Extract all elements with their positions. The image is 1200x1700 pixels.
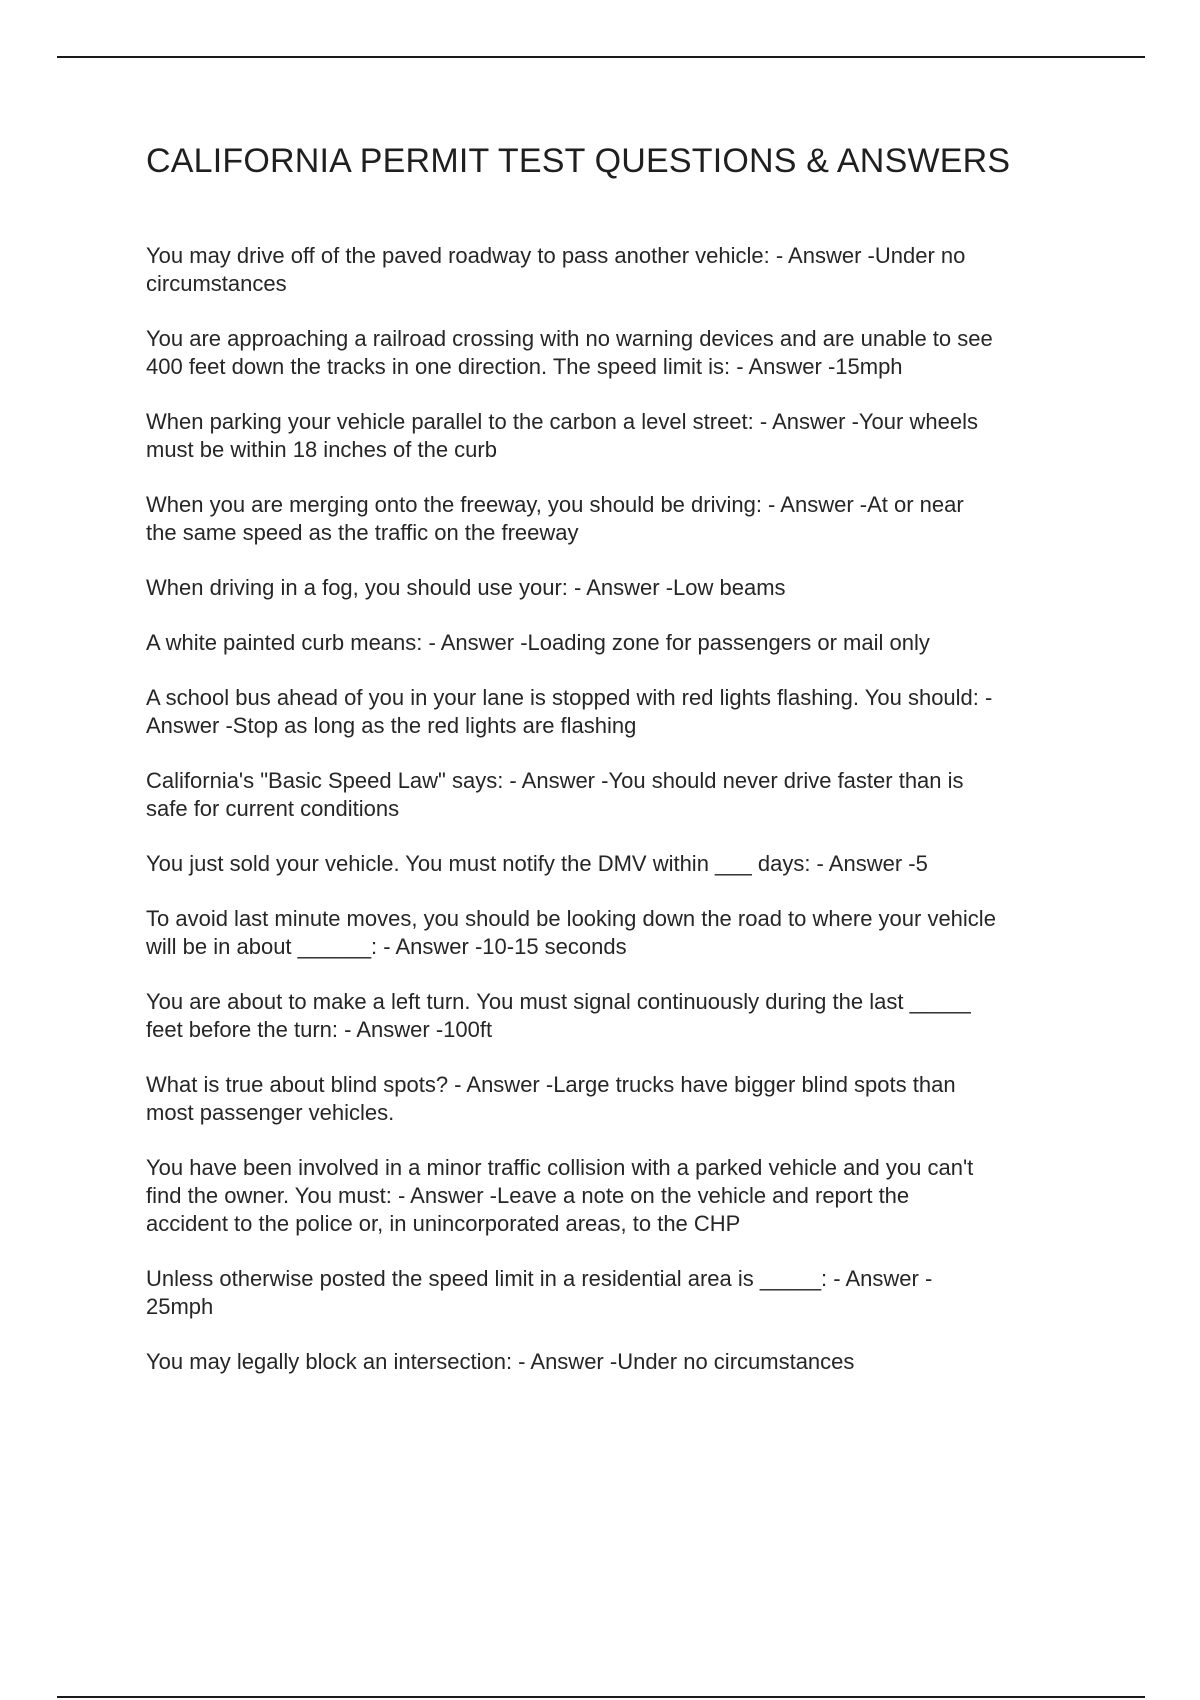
top-divider <box>57 56 1145 58</box>
qa-item: A white painted curb means: - Answer -Loading zone for passengers or mail only <box>146 630 930 655</box>
qa-item: You just sold your vehicle. You must notify the DMV within ___ days: - Answer -5 <box>146 851 928 876</box>
document-title: CALIFORNIA PERMIT TEST QUESTIONS & ANSWERS <box>146 142 1011 180</box>
qa-item: To avoid last minute moves, you should be looking down the road to where your vehicle will be in about ______: - Answer -10-15 seconds <box>146 906 996 959</box>
qa-item: You may legally block an intersection: - Answer -Under no circumstances <box>146 1349 855 1374</box>
qa-item: California's "Basic Speed Law" says: - Answer -You should never drive faster than is safe for current conditions <box>146 768 964 821</box>
qa-item: When parking your vehicle parallel to the carbon a level street: - Answer -Your wheels must be within 18 inches of the curb <box>146 409 978 462</box>
qa-item: You have been involved in a minor traffic collision with a parked vehicle and you can't find the owner. You must: - Answer -Leave a note on the vehicle and report the accident to the police or, in unincorporated areas, to the CHP <box>146 1155 974 1236</box>
qa-item: When you are merging onto the freeway, you should be driving: - Answer -At or near the same speed as the traffic on the freeway <box>146 492 964 545</box>
qa-item: A school bus ahead of you in your lane is stopped with red lights flashing. You should: - Answer -Stop as long as the red lights are flashing <box>146 685 993 738</box>
qa-item: You are approaching a railroad crossing with no warning devices and are unable to see 400 feet down the tracks in one direction. The speed limit is: - Answer -15mph <box>146 326 993 379</box>
qa-item: You are about to make a left turn. You must signal continuously during the last _____ feet before the turn: - Answer -100ft <box>146 989 971 1042</box>
qa-list <box>146 242 1091 1403</box>
qa-item: You may drive off of the paved roadway to pass another vehicle: - Answer -Under no circumstances <box>146 243 966 296</box>
qa-item: What is true about blind spots? - Answer -Large trucks have bigger blind spots than most passenger vehicles. <box>146 1072 956 1125</box>
qa-item: Unless otherwise posted the speed limit in a residential area is _____: - Answer - 25mph <box>146 1266 933 1319</box>
qa-item: When driving in a fog, you should use your: - Answer -Low beams <box>146 575 786 600</box>
bottom-divider <box>57 1696 1145 1698</box>
